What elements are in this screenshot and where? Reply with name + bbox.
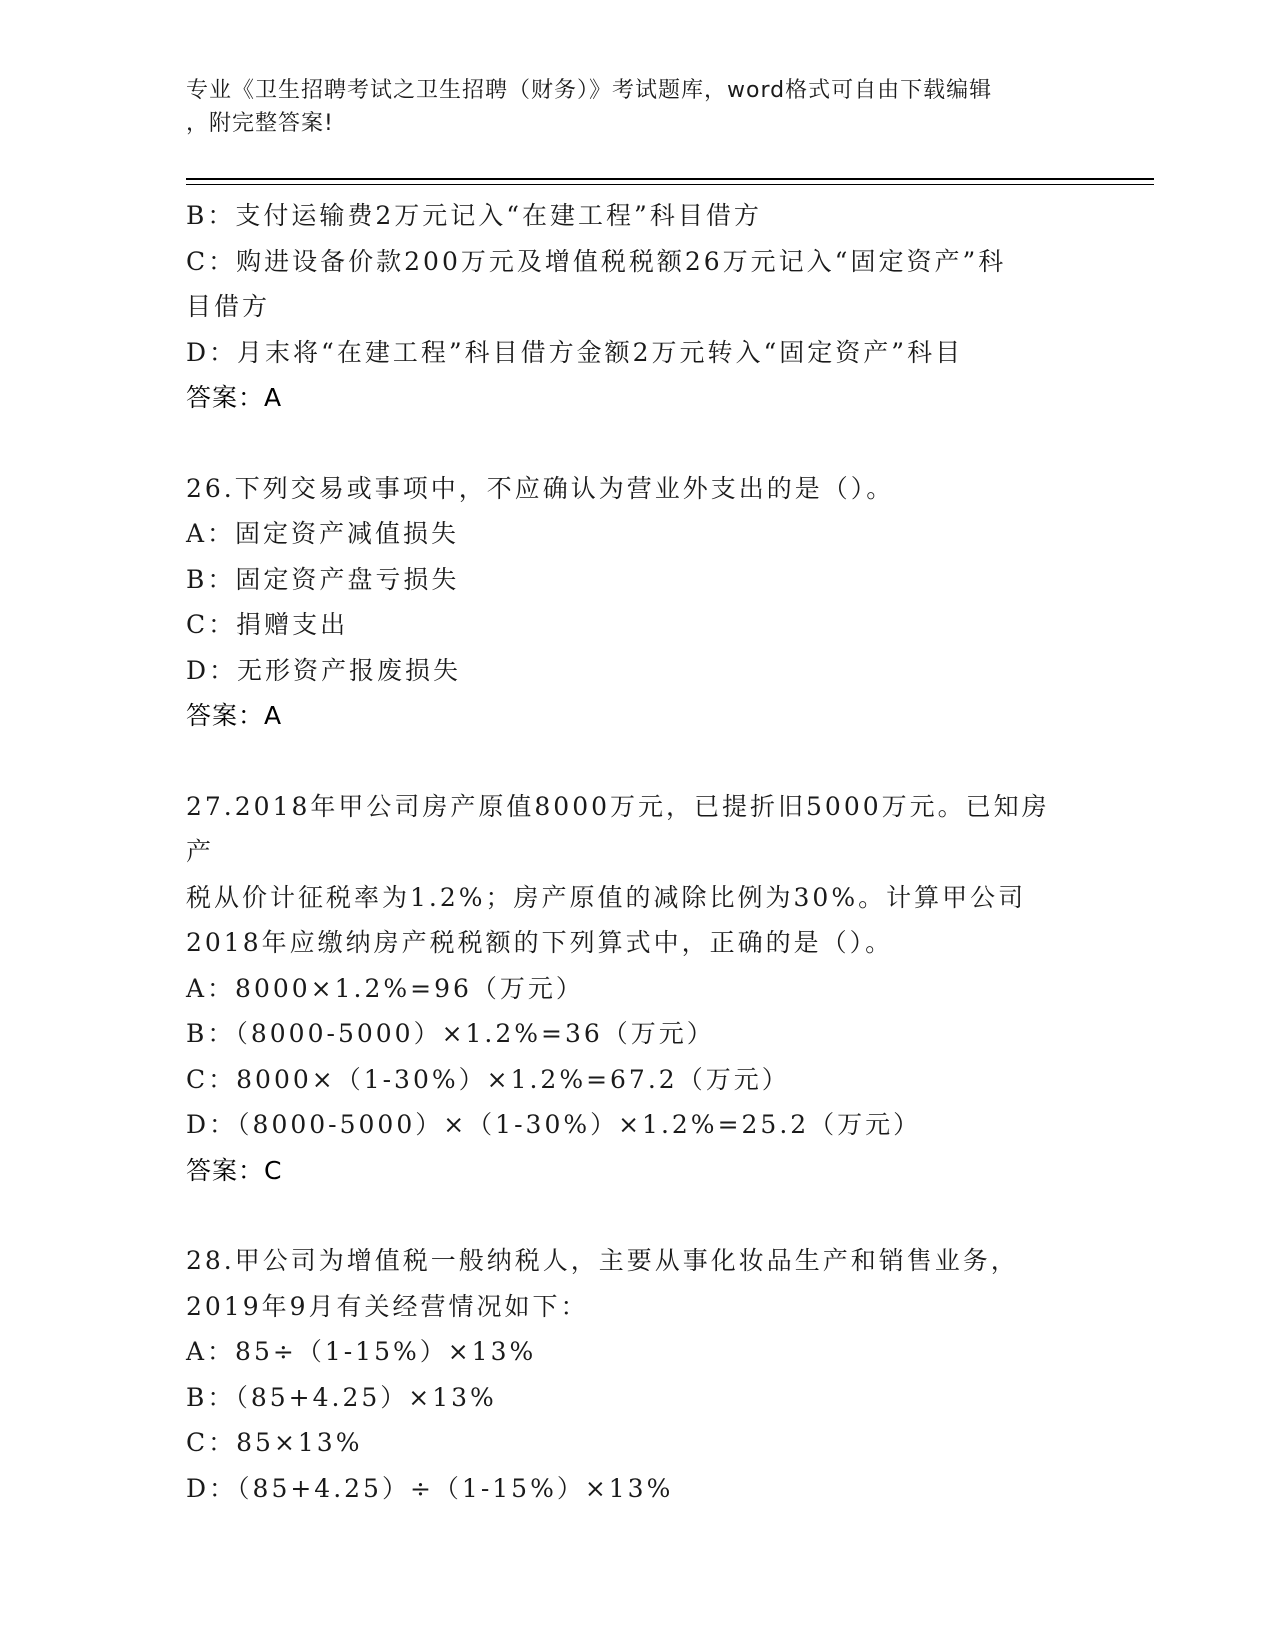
option-c-continued: 目借方	[186, 292, 271, 321]
option-c: C：购进设备价款200万元及增值税税额26万元记入“固定资产”科	[186, 246, 1007, 276]
option-b: B：固定资产盘亏损失	[186, 564, 460, 594]
header-line-1: 专业《卫生招聘考试之卫生招聘（财务）》考试题库，word格式可自由下载编辑	[186, 78, 993, 103]
question-stem: 26.下列交易或事项中，不应确认为营业外支出的是（）。	[186, 473, 895, 503]
option-d: D：（85+4.25）÷（1-15%）×13%	[186, 1473, 674, 1503]
question-stem-line-1: 28.甲公司为增值税一般纳税人，主要从事化妆品生产和销售业务，	[186, 1246, 1019, 1275]
option-d: D：（8000-5000）×（1-30%）×1.2%=25.2（万元）	[186, 1110, 922, 1139]
header-divider-thick	[186, 178, 1154, 180]
question-stem-line-1: 27.2018年甲公司房产原值8000万元，已提折旧5000万元。已知房产	[186, 791, 1050, 866]
option-a: A：85÷（1-15%）×13%	[186, 1337, 537, 1366]
question-stem-line-2: 2019年9月有关经营情况如下：	[186, 1291, 589, 1321]
header-divider-thin	[186, 184, 1154, 185]
option-b: B：（85+4.25）×13%	[186, 1382, 497, 1412]
header-line-2: ，附完整答案!	[186, 111, 334, 136]
question-26	[186, 466, 1076, 739]
option-c: C：8000×（1-30%）×1.2%=67.2（万元）	[186, 1064, 790, 1094]
option-a: A：8000×1.2%=96（万元）	[186, 973, 584, 1003]
document-body	[186, 193, 1076, 1511]
document-header	[186, 74, 1066, 140]
option-b: B：支付运输费2万元记入“在建工程”科目借方	[186, 201, 762, 230]
option-c: C：85×13%	[186, 1428, 363, 1457]
option-d: D：无形资产报废损失	[186, 655, 462, 685]
option-d: D：月末将“在建工程”科目借方金额2万元转入“固定资产”科目	[186, 337, 964, 367]
answer: 答案：A	[186, 383, 283, 412]
question-stem-line-2: 税从价计征税率为1.2%；房产原值的减除比例为30%。计算甲公司	[186, 882, 1027, 912]
answer: 答案：C	[186, 1155, 283, 1185]
question-25	[186, 193, 1076, 421]
question-stem-line-3: 2018年应缴纳房产税税额的下列算式中，正确的是（）。	[186, 928, 894, 957]
question-27	[186, 784, 1076, 1194]
question-28	[186, 1238, 1076, 1511]
answer: 答案：A	[186, 701, 283, 730]
option-a: A：固定资产减值损失	[186, 519, 460, 548]
option-c: C：捐赠支出	[186, 610, 349, 639]
option-b: B：（8000-5000）×1.2%=36（万元）	[186, 1019, 715, 1048]
